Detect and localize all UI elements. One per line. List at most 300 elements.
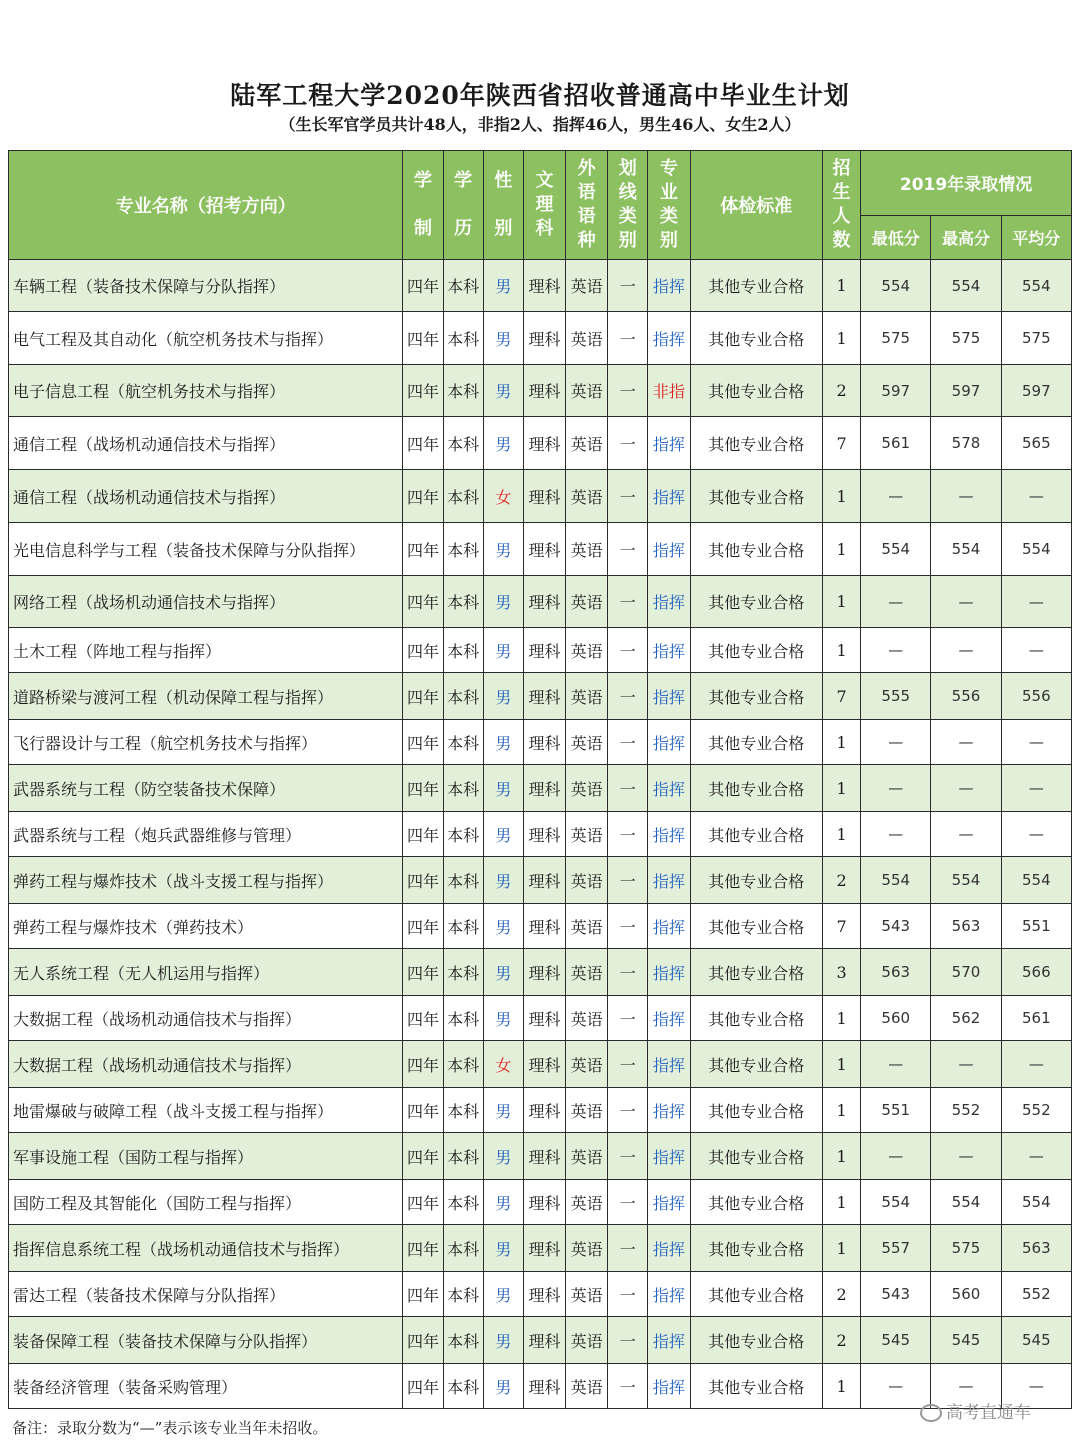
- xuezhi-cell: 四年: [403, 260, 443, 312]
- admission-plan-table: [8, 150, 1072, 1409]
- physical-standard-cell: 其他专业合格: [690, 523, 822, 576]
- line-type-cell: 一: [608, 417, 648, 470]
- sex-cell: 男: [483, 673, 523, 720]
- physical-standard-cell: 其他专业合格: [690, 365, 822, 417]
- max-score-cell: —: [931, 470, 1001, 523]
- ke-cell: 理科: [523, 1041, 565, 1088]
- enroll-count-cell: 1: [822, 1041, 860, 1088]
- table-row: [9, 1133, 1072, 1180]
- sex-cell: 男: [483, 1225, 523, 1272]
- xueli-cell: 本科: [443, 312, 483, 365]
- xueli-cell: 本科: [443, 576, 483, 628]
- xueli-cell: 本科: [443, 1317, 483, 1364]
- physical-standard-cell: 其他专业合格: [690, 1041, 822, 1088]
- lang-cell: 英语: [566, 949, 608, 996]
- line-type-cell: 一: [608, 523, 648, 576]
- max-score-cell: 597: [931, 365, 1001, 417]
- min-score-cell: 555: [861, 673, 931, 720]
- max-score-cell: —: [931, 576, 1001, 628]
- enroll-count-cell: 3: [822, 949, 860, 996]
- major-name-cell: 地雷爆破与破障工程（战斗支援工程与指挥）: [9, 1088, 403, 1133]
- max-score-cell: 560: [931, 1272, 1001, 1317]
- enroll-count-cell: 7: [822, 417, 860, 470]
- max-score-cell: —: [931, 1041, 1001, 1088]
- sex-cell: 男: [483, 1317, 523, 1364]
- xuezhi-cell: 四年: [403, 904, 443, 949]
- lang-cell: 英语: [566, 1225, 608, 1272]
- table-row: [9, 1317, 1072, 1364]
- max-score-cell: —: [931, 812, 1001, 857]
- table-row: [9, 1272, 1072, 1317]
- enroll-count-cell: 1: [822, 1364, 860, 1409]
- avg-score-cell: 563: [1001, 1225, 1071, 1272]
- lang-cell: 英语: [566, 1041, 608, 1088]
- xuezhi-cell: 四年: [403, 1180, 443, 1225]
- sex-cell: 男: [483, 576, 523, 628]
- line-type-cell: 一: [608, 1180, 648, 1225]
- table-row: [9, 1225, 1072, 1272]
- lang-cell: 英语: [566, 260, 608, 312]
- enroll-count-cell: 1: [822, 765, 860, 812]
- major-name-cell: 国防工程及其智能化（国防工程与指挥）: [9, 1180, 403, 1225]
- sex-cell: 男: [483, 857, 523, 904]
- major-type-cell: 指挥: [648, 1317, 690, 1364]
- table-row: [9, 673, 1072, 720]
- xuezhi-cell: 四年: [403, 312, 443, 365]
- ke-cell: 理科: [523, 1272, 565, 1317]
- min-score-cell: 554: [861, 260, 931, 312]
- major-name-cell: 装备经济管理（装备采购管理）: [9, 1364, 403, 1409]
- sex-cell: 男: [483, 996, 523, 1041]
- xueli-cell: 本科: [443, 628, 483, 673]
- line-type-cell: 一: [608, 857, 648, 904]
- xueli-cell: 本科: [443, 260, 483, 312]
- header-2019: 2019年录取情况: [861, 151, 1072, 216]
- line-type-cell: 一: [608, 312, 648, 365]
- sex-cell: 男: [483, 417, 523, 470]
- sex-cell: 男: [483, 904, 523, 949]
- max-score-cell: —: [931, 628, 1001, 673]
- header-max-score: 最高分: [931, 215, 1001, 259]
- min-score-cell: 551: [861, 1088, 931, 1133]
- major-type-cell: 指挥: [648, 1364, 690, 1409]
- avg-score-cell: —: [1001, 1133, 1071, 1180]
- enroll-count-cell: 1: [822, 470, 860, 523]
- major-name-cell: 大数据工程（战场机动通信技术与指挥）: [9, 996, 403, 1041]
- lang-cell: 英语: [566, 1272, 608, 1317]
- xuezhi-cell: 四年: [403, 996, 443, 1041]
- physical-standard-cell: 其他专业合格: [690, 857, 822, 904]
- major-name-cell: 光电信息科学与工程（装备技术保障与分队指挥）: [9, 523, 403, 576]
- line-type-cell: 一: [608, 1088, 648, 1133]
- enroll-count-cell: 2: [822, 365, 860, 417]
- avg-score-cell: —: [1001, 812, 1071, 857]
- sex-cell: 男: [483, 523, 523, 576]
- ke-cell: 理科: [523, 1088, 565, 1133]
- max-score-cell: 545: [931, 1317, 1001, 1364]
- lang-cell: 英语: [566, 628, 608, 673]
- header-waiyu: 外 语 语 种: [566, 151, 608, 260]
- sex-cell: 男: [483, 720, 523, 765]
- min-score-cell: —: [861, 812, 931, 857]
- ke-cell: 理科: [523, 576, 565, 628]
- header-xuezhi: 学 制: [403, 151, 443, 260]
- min-score-cell: 560: [861, 996, 931, 1041]
- xuezhi-cell: 四年: [403, 417, 443, 470]
- major-name-cell: 弹药工程与爆炸技术（弹药技术）: [9, 904, 403, 949]
- physical-standard-cell: 其他专业合格: [690, 417, 822, 470]
- watermark: [920, 1398, 1031, 1423]
- table-row: [9, 812, 1072, 857]
- min-score-cell: 561: [861, 417, 931, 470]
- lang-cell: 英语: [566, 523, 608, 576]
- lang-cell: 英语: [566, 1180, 608, 1225]
- major-type-cell: 指挥: [648, 949, 690, 996]
- xueli-cell: 本科: [443, 673, 483, 720]
- xuezhi-cell: 四年: [403, 1364, 443, 1409]
- xuezhi-cell: 四年: [403, 1317, 443, 1364]
- lang-cell: 英语: [566, 673, 608, 720]
- enroll-count-cell: 7: [822, 673, 860, 720]
- min-score-cell: 545: [861, 1317, 931, 1364]
- major-name-cell: 武器系统与工程（防空装备技术保障）: [9, 765, 403, 812]
- header-xingbie: 性 别: [483, 151, 523, 260]
- avg-score-cell: —: [1001, 576, 1071, 628]
- line-type-cell: 一: [608, 949, 648, 996]
- physical-standard-cell: 其他专业合格: [690, 312, 822, 365]
- avg-score-cell: 565: [1001, 417, 1071, 470]
- major-type-cell: 指挥: [648, 1041, 690, 1088]
- sex-cell: 男: [483, 812, 523, 857]
- major-name-cell: 电子信息工程（航空机务技术与指挥）: [9, 365, 403, 417]
- header-wenli: 文 理 科: [523, 151, 565, 260]
- xuezhi-cell: 四年: [403, 576, 443, 628]
- xuezhi-cell: 四年: [403, 1088, 443, 1133]
- avg-score-cell: 551: [1001, 904, 1071, 949]
- max-score-cell: 556: [931, 673, 1001, 720]
- lang-cell: 英语: [566, 812, 608, 857]
- xueli-cell: 本科: [443, 904, 483, 949]
- header-avg-score: 平均分: [1001, 215, 1071, 259]
- line-type-cell: 一: [608, 765, 648, 812]
- enroll-count-cell: 1: [822, 1180, 860, 1225]
- max-score-cell: —: [931, 1133, 1001, 1180]
- major-name-cell: 大数据工程（战场机动通信技术与指挥）: [9, 1041, 403, 1088]
- max-score-cell: 562: [931, 996, 1001, 1041]
- lang-cell: 英语: [566, 365, 608, 417]
- min-score-cell: —: [861, 1364, 931, 1409]
- major-name-cell: 弹药工程与爆炸技术（战斗支援工程与指挥）: [9, 857, 403, 904]
- major-type-cell: 指挥: [648, 1180, 690, 1225]
- xuezhi-cell: 四年: [403, 1133, 443, 1180]
- physical-standard-cell: 其他专业合格: [690, 720, 822, 765]
- xuezhi-cell: 四年: [403, 857, 443, 904]
- enroll-count-cell: 1: [822, 523, 860, 576]
- major-name-cell: 网络工程（战场机动通信技术与指挥）: [9, 576, 403, 628]
- physical-standard-cell: 其他专业合格: [690, 765, 822, 812]
- table-row: [9, 765, 1072, 812]
- major-type-cell: 指挥: [648, 312, 690, 365]
- physical-standard-cell: 其他专业合格: [690, 996, 822, 1041]
- ke-cell: 理科: [523, 765, 565, 812]
- header-xueli: 学 历: [443, 151, 483, 260]
- max-score-cell: 554: [931, 260, 1001, 312]
- sex-cell: 男: [483, 1088, 523, 1133]
- physical-standard-cell: 其他专业合格: [690, 673, 822, 720]
- xuezhi-cell: 四年: [403, 1225, 443, 1272]
- avg-score-cell: 554: [1001, 523, 1071, 576]
- ke-cell: 理科: [523, 312, 565, 365]
- enroll-count-cell: 1: [822, 312, 860, 365]
- line-type-cell: 一: [608, 1364, 648, 1409]
- ke-cell: 理科: [523, 1180, 565, 1225]
- line-type-cell: 一: [608, 812, 648, 857]
- table-row: [9, 1088, 1072, 1133]
- lang-cell: 英语: [566, 857, 608, 904]
- ke-cell: 理科: [523, 904, 565, 949]
- min-score-cell: —: [861, 720, 931, 765]
- min-score-cell: 554: [861, 1180, 931, 1225]
- max-score-cell: 570: [931, 949, 1001, 996]
- table-row: [9, 857, 1072, 904]
- line-type-cell: 一: [608, 576, 648, 628]
- line-type-cell: 一: [608, 1272, 648, 1317]
- major-name-cell: 道路桥梁与渡河工程（机动保障工程与指挥）: [9, 673, 403, 720]
- xueli-cell: 本科: [443, 365, 483, 417]
- xuezhi-cell: 四年: [403, 523, 443, 576]
- xuezhi-cell: 四年: [403, 1272, 443, 1317]
- line-type-cell: 一: [608, 673, 648, 720]
- max-score-cell: —: [931, 720, 1001, 765]
- major-type-cell: 指挥: [648, 1133, 690, 1180]
- xuezhi-cell: 四年: [403, 765, 443, 812]
- major-type-cell: 指挥: [648, 628, 690, 673]
- major-name-cell: 无人系统工程（无人机运用与指挥）: [9, 949, 403, 996]
- max-score-cell: —: [931, 1364, 1001, 1409]
- ke-cell: 理科: [523, 720, 565, 765]
- min-score-cell: —: [861, 1041, 931, 1088]
- xuezhi-cell: 四年: [403, 949, 443, 996]
- lang-cell: 英语: [566, 720, 608, 765]
- line-type-cell: 一: [608, 470, 648, 523]
- major-name-cell: 飞行器设计与工程（航空机务技术与指挥）: [9, 720, 403, 765]
- major-type-cell: 指挥: [648, 470, 690, 523]
- avg-score-cell: 597: [1001, 365, 1071, 417]
- min-score-cell: —: [861, 470, 931, 523]
- major-type-cell: 指挥: [648, 417, 690, 470]
- xueli-cell: 本科: [443, 523, 483, 576]
- major-name-cell: 土木工程（阵地工程与指挥）: [9, 628, 403, 673]
- min-score-cell: 543: [861, 904, 931, 949]
- major-type-cell: 指挥: [648, 765, 690, 812]
- line-type-cell: 一: [608, 1225, 648, 1272]
- lang-cell: 英语: [566, 765, 608, 812]
- min-score-cell: 597: [861, 365, 931, 417]
- lang-cell: 英语: [566, 576, 608, 628]
- avg-score-cell: —: [1001, 628, 1071, 673]
- major-type-cell: 指挥: [648, 812, 690, 857]
- min-score-cell: 557: [861, 1225, 931, 1272]
- table-row: [9, 1180, 1072, 1225]
- sex-cell: 男: [483, 312, 523, 365]
- major-type-cell: 指挥: [648, 857, 690, 904]
- min-score-cell: 543: [861, 1272, 931, 1317]
- page-title: 陆军工程大学2020年陕西省招收普通高中毕业生计划: [230, 81, 850, 110]
- enroll-count-cell: 1: [822, 812, 860, 857]
- xueli-cell: 本科: [443, 812, 483, 857]
- major-name-cell: 通信工程（战场机动通信技术与指挥）: [9, 417, 403, 470]
- table-row: [9, 260, 1072, 312]
- xueli-cell: 本科: [443, 1272, 483, 1317]
- avg-score-cell: 556: [1001, 673, 1071, 720]
- ke-cell: 理科: [523, 949, 565, 996]
- major-type-cell: 指挥: [648, 1088, 690, 1133]
- lang-cell: 英语: [566, 1364, 608, 1409]
- max-score-cell: 552: [931, 1088, 1001, 1133]
- min-score-cell: —: [861, 628, 931, 673]
- max-score-cell: 554: [931, 1180, 1001, 1225]
- xueli-cell: 本科: [443, 996, 483, 1041]
- xueli-cell: 本科: [443, 949, 483, 996]
- physical-standard-cell: 其他专业合格: [690, 812, 822, 857]
- max-score-cell: 554: [931, 857, 1001, 904]
- lang-cell: 英语: [566, 1133, 608, 1180]
- physical-standard-cell: 其他专业合格: [690, 470, 822, 523]
- sex-cell: 男: [483, 1133, 523, 1180]
- ke-cell: 理科: [523, 365, 565, 417]
- min-score-cell: 554: [861, 523, 931, 576]
- min-score-cell: 554: [861, 857, 931, 904]
- enroll-count-cell: 1: [822, 628, 860, 673]
- ke-cell: 理科: [523, 673, 565, 720]
- physical-standard-cell: 其他专业合格: [690, 1133, 822, 1180]
- major-name-cell: 通信工程（战场机动通信技术与指挥）: [9, 470, 403, 523]
- enroll-count-cell: 2: [822, 1272, 860, 1317]
- enroll-count-cell: 1: [822, 576, 860, 628]
- physical-standard-cell: 其他专业合格: [690, 1088, 822, 1133]
- xueli-cell: 本科: [443, 720, 483, 765]
- avg-score-cell: 552: [1001, 1088, 1071, 1133]
- lang-cell: 英语: [566, 1088, 608, 1133]
- avg-score-cell: 554: [1001, 857, 1071, 904]
- physical-standard-cell: 其他专业合格: [690, 628, 822, 673]
- ke-cell: 理科: [523, 628, 565, 673]
- major-type-cell: 指挥: [648, 996, 690, 1041]
- xuezhi-cell: 四年: [403, 628, 443, 673]
- sex-cell: 男: [483, 949, 523, 996]
- min-score-cell: —: [861, 765, 931, 812]
- xueli-cell: 本科: [443, 1225, 483, 1272]
- avg-score-cell: 554: [1001, 260, 1071, 312]
- lang-cell: 英语: [566, 996, 608, 1041]
- line-type-cell: 一: [608, 1133, 648, 1180]
- xuezhi-cell: 四年: [403, 812, 443, 857]
- physical-standard-cell: 其他专业合格: [690, 1317, 822, 1364]
- enroll-count-cell: 1: [822, 260, 860, 312]
- avg-score-cell: —: [1001, 765, 1071, 812]
- ke-cell: 理科: [523, 1133, 565, 1180]
- line-type-cell: 一: [608, 904, 648, 949]
- ke-cell: 理科: [523, 470, 565, 523]
- table-row: [9, 470, 1072, 523]
- max-score-cell: 575: [931, 312, 1001, 365]
- sex-cell: 男: [483, 365, 523, 417]
- lang-cell: 英语: [566, 312, 608, 365]
- table-row: [9, 904, 1072, 949]
- avg-score-cell: 545: [1001, 1317, 1071, 1364]
- lang-cell: 英语: [566, 470, 608, 523]
- avg-score-cell: —: [1001, 720, 1071, 765]
- line-type-cell: 一: [608, 996, 648, 1041]
- avg-score-cell: 554: [1001, 1180, 1071, 1225]
- table-row: [9, 720, 1072, 765]
- major-name-cell: 雷达工程（装备技术保障与分队指挥）: [9, 1272, 403, 1317]
- enroll-count-cell: 1: [822, 1088, 860, 1133]
- xuezhi-cell: 四年: [403, 1041, 443, 1088]
- major-type-cell: 指挥: [648, 1272, 690, 1317]
- xueli-cell: 本科: [443, 470, 483, 523]
- major-type-cell: 指挥: [648, 1225, 690, 1272]
- major-name-cell: 电气工程及其自动化（航空机务技术与指挥）: [9, 312, 403, 365]
- table-row: [9, 628, 1072, 673]
- min-score-cell: —: [861, 1133, 931, 1180]
- xuezhi-cell: 四年: [403, 365, 443, 417]
- ke-cell: 理科: [523, 260, 565, 312]
- avg-score-cell: —: [1001, 1041, 1071, 1088]
- sex-cell: 男: [483, 1272, 523, 1317]
- xueli-cell: 本科: [443, 1133, 483, 1180]
- max-score-cell: 578: [931, 417, 1001, 470]
- ke-cell: 理科: [523, 857, 565, 904]
- major-type-cell: 指挥: [648, 720, 690, 765]
- header-zhaosheng: 招 生 人 数: [822, 151, 860, 260]
- wechat-icon: [920, 1404, 942, 1422]
- table-row: [9, 312, 1072, 365]
- line-type-cell: 一: [608, 628, 648, 673]
- ke-cell: 理科: [523, 1317, 565, 1364]
- line-type-cell: 一: [608, 1041, 648, 1088]
- header-huaxian: 划 线 类 别: [608, 151, 648, 260]
- max-score-cell: 575: [931, 1225, 1001, 1272]
- table-row: [9, 1041, 1072, 1088]
- xueli-cell: 本科: [443, 1180, 483, 1225]
- xueli-cell: 本科: [443, 1041, 483, 1088]
- sex-cell: 男: [483, 765, 523, 812]
- enroll-count-cell: 2: [822, 1317, 860, 1364]
- major-type-cell: 非指: [648, 365, 690, 417]
- lang-cell: 英语: [566, 417, 608, 470]
- max-score-cell: 563: [931, 904, 1001, 949]
- table-body: [9, 260, 1072, 1409]
- xueli-cell: 本科: [443, 417, 483, 470]
- table-row: [9, 523, 1072, 576]
- enroll-count-cell: 7: [822, 904, 860, 949]
- line-type-cell: 一: [608, 720, 648, 765]
- major-name-cell: 武器系统与工程（炮兵武器维修与管理）: [9, 812, 403, 857]
- watermark-text: 高考直通车: [946, 1403, 1031, 1423]
- min-score-cell: —: [861, 576, 931, 628]
- table-row: [9, 1364, 1072, 1409]
- xueli-cell: 本科: [443, 1364, 483, 1409]
- footnote: 备注：录取分数为“—”表示该专业当年未招收。: [12, 1419, 328, 1437]
- min-score-cell: 575: [861, 312, 931, 365]
- major-type-cell: 指挥: [648, 260, 690, 312]
- physical-standard-cell: 其他专业合格: [690, 1225, 822, 1272]
- page-subtitle: （生长军官学员共计48人，非指2人、指挥46人，男生46人、女生2人）: [279, 115, 801, 134]
- header-zhuanye: 专 业 类 别: [648, 151, 690, 260]
- header-min-score: 最低分: [861, 215, 931, 259]
- physical-standard-cell: 其他专业合格: [690, 1272, 822, 1317]
